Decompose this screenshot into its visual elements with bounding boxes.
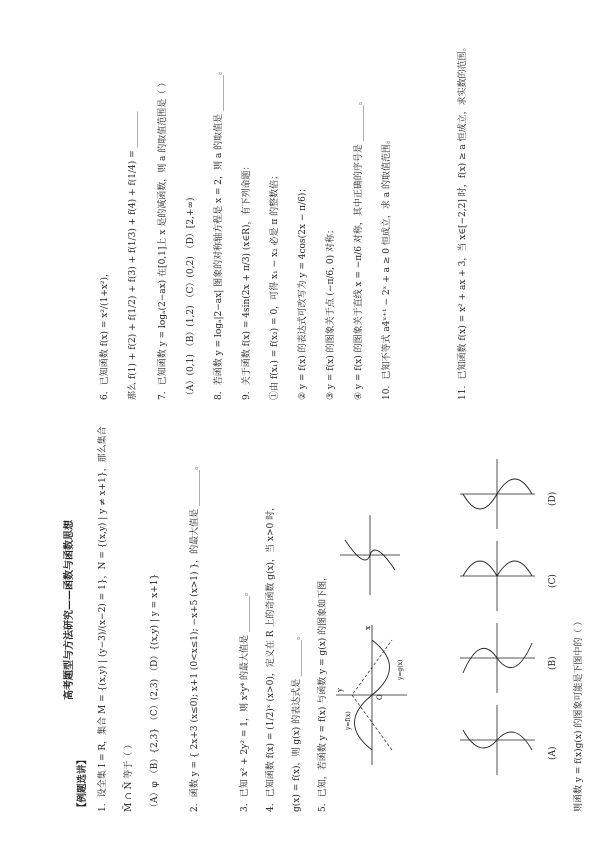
f-label: y=f(x) — [345, 711, 352, 730]
q4-line1: 4．已知函数 f(x) = (1/2)ˣ (x>0)，定义在 R 上的奇函数 g(x)，当 x>0 时， — [266, 501, 276, 812]
q1-line1: 1．设全集 I = R，集合 M = {(x,y) | (y−3)/(x−2) = 1}，N = {(x,y) | y ≠ x+1}，那么集合 — [98, 426, 108, 812]
small-graph — [335, 510, 405, 600]
q10-text: 10．已知不等式 a4ˣ⁺¹ − 2ˣ + a ≥ 0 恒成立，求 a 的取值范围。 — [382, 135, 392, 400]
option-b-graph — [455, 618, 540, 698]
option-a-graph — [455, 700, 540, 780]
option-b-label: (B) — [548, 656, 558, 670]
q7-options: （A）(0,1) （B）(1,2) （C）(0,2) （D）[2,+∞) — [186, 197, 196, 400]
q2-text: 2．函数 y = { 2x+3 (x≤0); x+1 (0<x≤1); −x+5 (x>1) }，的最大值是 ________。 — [190, 461, 200, 812]
option-a-label: (A) — [548, 746, 558, 760]
q9-item2: ② y = f(x) 的表达式可改写为 y = 4cos(2x − π/6)； — [298, 183, 308, 400]
q5-text: 5．已知，若函数 y = f(x) 与函数 y = g(x) 的图象如下图， — [318, 571, 328, 812]
section-heading: 【例题选讲】 — [77, 754, 88, 812]
q8-text: 8．若函数 y = logₐ|2−ax| 图象的对称轴方程是 x = 2，则 a 的取值是 ________。 — [214, 66, 224, 400]
q9-item3: ③ y = f(x) 的图象关于点 (−π/6, 0) 对称； — [326, 225, 336, 400]
q4-line2: g(x) = f(x)，则 g(x) 的表达式是 ________。 — [292, 631, 302, 812]
g-label: y=g(x) — [397, 659, 404, 680]
q9-item4: ④ y = f(x) 的图象关于直线 x = −π/6 对称，其中正确的序号是 ________。 — [354, 96, 364, 400]
fg-graph — [332, 620, 412, 770]
q5-line2: 则函数 y = f(x)g(x) 的图象可能是下图中的（ ） — [574, 616, 584, 812]
y-label: y — [336, 688, 344, 692]
q1-options: （A）φ （B）{2,3} （C）(2,3) （D）{(x,y) | y = x+1} — [150, 573, 160, 812]
q9-item1: ①由 f(x₁) = f(x₂) = 0，可得 x₁ − x₂ 必是 π 的整数倍； — [270, 170, 280, 400]
q6-line1: 6．已知函数 f(x) = x²/(1+x²)， — [100, 268, 110, 400]
page-title: 高考题型与方法研究——函数与函数思想 — [64, 520, 75, 700]
q1-line2: M̄ ∩ N̄ 等于（ ） — [124, 739, 134, 812]
origin-label: O — [376, 694, 384, 700]
option-c-graph — [455, 536, 540, 616]
option-d-graph — [455, 454, 540, 534]
q6-line2: 那么 f(1) + f(2) + f(1/2) + f(3) + f(1/3) + f(4) + f(1/4) = ________ — [128, 111, 138, 400]
option-c-label: (C) — [548, 574, 558, 588]
option-d-label: (D) — [548, 491, 558, 506]
q9-text: 9．关于函数 f(x) = 4sin(2x + π/3) (x∈R)，有下列命题： — [242, 161, 252, 400]
q7-text: 7．已知函数 y = logₐ(2−ax) 在[0,1]上 x 是的减函数，则 a 的取值范围是（ ） — [158, 77, 168, 400]
q11-text: 11．已知函数 f(x) = x² + ax + 3，当 x∈[−2,2] 时，f(x) ≥ a 恒成立，求实数的范围。 — [458, 42, 468, 400]
q3-text: 3．已知 x² + 2y² = 1，则 x²y⁴ 的最大值是 ________。 — [240, 587, 250, 812]
x-label: x — [364, 626, 372, 630]
